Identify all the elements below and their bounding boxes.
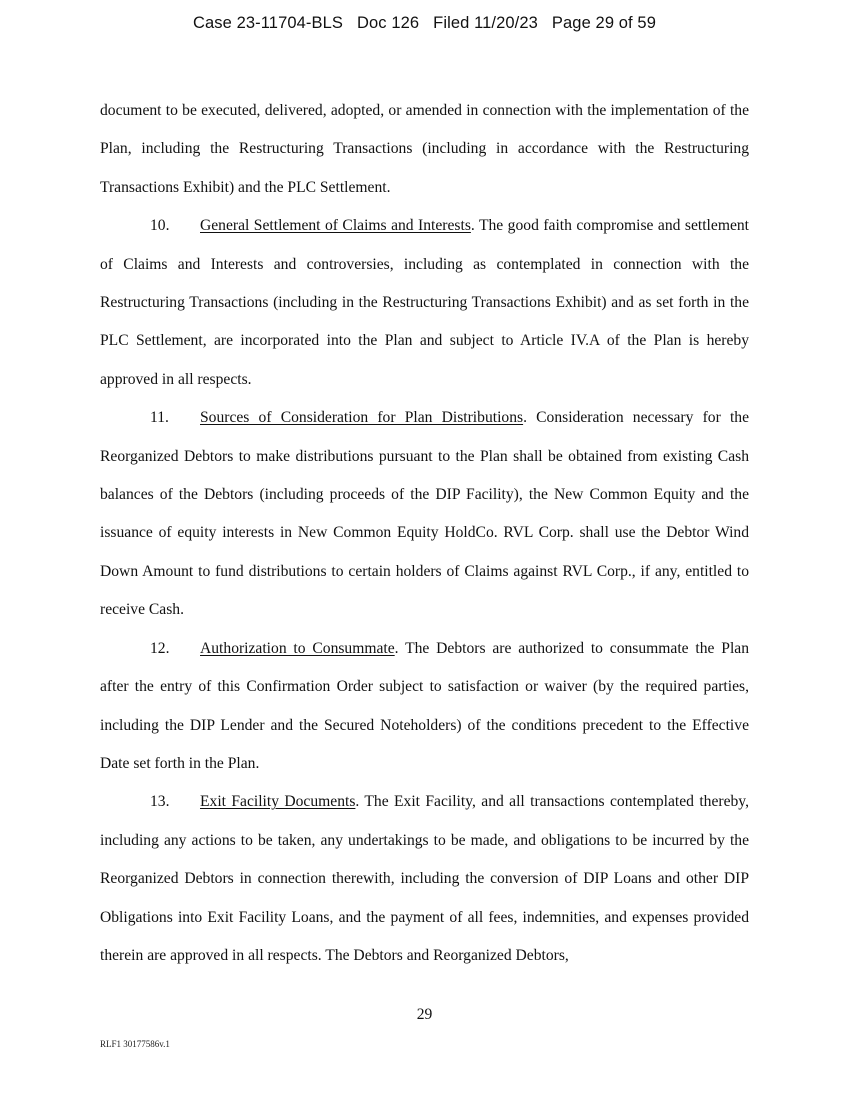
paragraph-text: . The Exit Facility, and all transactions contemplated thereby, including any actions to be taken, any undertakings to be made, and obligations to be incurred by the Reorganized Debtors in connection therewith, including the conversion of DIP Loans and other DIP Obligations into Exit Facility Loans, and the payment of all fees, indemnities, and expenses provided therein are approved in all respects. The Debtors and Reorganized Debtors, <box>100 793 749 964</box>
page-number: 29 <box>416 1006 433 1023</box>
paragraph-13 <box>100 783 749 975</box>
page-of-total: Page 29 of 59 <box>551 14 656 32</box>
case-header <box>0 14 849 33</box>
paragraph-10 <box>100 207 749 399</box>
paragraph-heading: Sources of Consideration for Plan Distributions <box>200 409 524 427</box>
paragraph-heading: Authorization to Consummate <box>200 639 395 657</box>
paragraph-heading: Exit Facility Documents <box>200 793 356 811</box>
paragraph-text: . The Debtors are authorized to consummate the Plan after the entry of this Confirmation Order subject to satisfaction or waiver (by the required parties, including the DIP Lender and the Secured Noteholders) of the conditions precedent to the Effective Date set forth in the Plan. <box>100 639 749 772</box>
filed-date: Filed 11/20/23 <box>433 14 538 32</box>
doc-number: Doc 126 <box>357 14 420 32</box>
paragraph-number: 12. <box>150 639 170 657</box>
document-body <box>100 92 749 975</box>
case-number: Case 23-11704-BLS <box>193 14 343 32</box>
paragraph-number: 10. <box>150 217 170 235</box>
paragraph-continuation: document to be executed, delivered, adopted, or amended in connection with the implementation of the Plan, including the Restructuring Transactions (including in accordance with the Restructuring Transactions Exhibit) and the PLC Settlement. <box>100 102 749 196</box>
paragraph-heading: General Settlement of Claims and Interests <box>200 217 471 235</box>
paragraph-number: 11. <box>150 409 169 427</box>
paragraph-11 <box>100 399 749 629</box>
footer-document-id: RLF1 30177586v.1 <box>100 1039 170 1049</box>
paragraph-12 <box>100 630 749 784</box>
paragraph-number: 13. <box>150 793 170 811</box>
paragraph-text: . Consideration necessary for the Reorganized Debtors to make distributions pursuant to the Plan shall be obtained from existing Cash balances of the Debtors (including proceeds of the DIP Facility), the New Common Equity and the issuance of equity interests in New Common Equity HoldCo. RVL Corp. shall use the Debtor Wind Down Amount to fund distributions to certain holders of Claims against RVL Corp., if any, entitled to receive Cash. <box>100 409 750 619</box>
paragraph-text: . The good faith compromise and settlement of Claims and Interests and controversies, including as contemplated in connection with the Restructuring Transactions (including in the Restructuring Transactions Exhibit) and as set forth in the PLC Settlement, are incorporated into the Plan and subject to Article IV.A of the Plan is hereby approved in all respects. <box>100 217 749 388</box>
